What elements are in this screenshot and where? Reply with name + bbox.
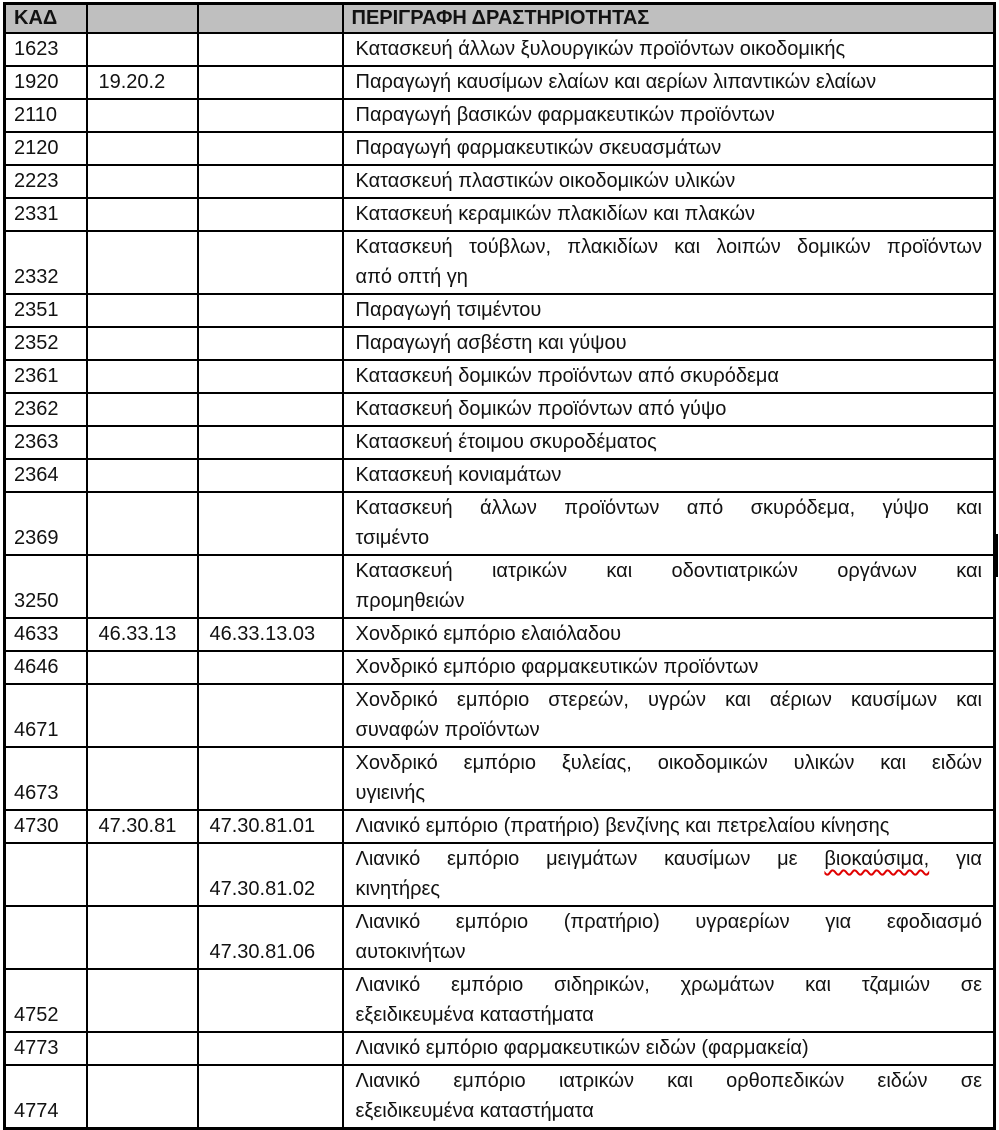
table-row xyxy=(5,99,995,132)
kad-cell: 4673 xyxy=(5,747,87,810)
subcode2-cell: 47.30.81.06 xyxy=(198,906,343,969)
kad-activity-table xyxy=(3,2,996,1130)
kad-cell: 2363 xyxy=(5,426,87,459)
description-line2: εξειδικευμένα καταστήματα xyxy=(355,1004,594,1026)
kad-cell: 2361 xyxy=(5,360,87,393)
subcode2-cell xyxy=(198,33,343,66)
subcode2-cell xyxy=(198,66,343,99)
description-cell: Παραγωγή ασβέστη και γύψου xyxy=(343,327,995,360)
description-line1: Κατασκευή τούβλων, πλακιδίων και λοιπών δομικών προϊόντων xyxy=(355,236,982,258)
description-cell: Παραγωγή βασικών φαρμακευτικών προϊόντων xyxy=(343,99,995,132)
kad-cell: 4774 xyxy=(5,1065,87,1129)
kad-cell: 2351 xyxy=(5,294,87,327)
description-line2: τσιμέντο xyxy=(355,527,430,549)
description-cell xyxy=(343,1065,995,1129)
description-cell: Παραγωγή τσιμέντου xyxy=(343,294,995,327)
subcode-cell xyxy=(87,651,198,684)
description-line1: Λιανικό εμπόριο μειγμάτων καυσίμων με βιοκαύσιμα, για xyxy=(355,848,982,870)
description-cell: Λιανικό εμπόριο φαρμακευτικών ειδών (φαρμακεία) xyxy=(343,1032,995,1065)
kad-cell: 2332 xyxy=(5,231,87,294)
subcode-cell xyxy=(87,393,198,426)
table-row xyxy=(5,393,995,426)
subcode2-cell xyxy=(198,198,343,231)
kad-cell: 1920 xyxy=(5,66,87,99)
header-subcode2-cell xyxy=(198,4,343,34)
kad-cell: 2110 xyxy=(5,99,87,132)
kad-cell: 4773 xyxy=(5,1032,87,1065)
subcode-cell xyxy=(87,198,198,231)
description-cell: Χονδρικό εμπόριο φαρμακευτικών προϊόντων xyxy=(343,651,995,684)
kad-cell: 2362 xyxy=(5,393,87,426)
subcode-cell xyxy=(87,684,198,747)
subcode2-cell xyxy=(198,231,343,294)
subcode-cell: 47.30.81 xyxy=(87,810,198,843)
subcode2-cell xyxy=(198,1065,343,1129)
header-row xyxy=(5,4,995,34)
description-line1: Χονδρικό εμπόριο ξυλείας, οικοδομικών υλικών και ειδών xyxy=(355,752,982,774)
table-row xyxy=(5,651,995,684)
subcode2-cell xyxy=(198,747,343,810)
subcode-cell xyxy=(87,426,198,459)
subcode2-cell: 47.30.81.02 xyxy=(198,843,343,906)
subcode-cell: 19.20.2 xyxy=(87,66,198,99)
kad-cell: 4730 xyxy=(5,810,87,843)
description-cell xyxy=(343,231,995,294)
description-line2: υγιεινής xyxy=(355,782,426,804)
kad-cell: 2369 xyxy=(5,492,87,555)
table-row xyxy=(5,747,995,810)
kad-cell xyxy=(5,843,87,906)
kad-cell: 1623 xyxy=(5,33,87,66)
subcode-cell xyxy=(87,231,198,294)
subcode-cell xyxy=(87,492,198,555)
header-kad-cell: ΚΑΔ xyxy=(5,4,87,34)
table-row xyxy=(5,1065,995,1129)
table-row xyxy=(5,198,995,231)
description-line1: Λιανικό εμπόριο σιδηρικών, χρωμάτων και τζαμιών σε xyxy=(355,974,982,996)
subcode2-cell xyxy=(198,99,343,132)
description-cell xyxy=(343,969,995,1032)
subcode2-cell xyxy=(198,1032,343,1065)
description-cell: Κατασκευή πλαστικών οικοδομικών υλικών xyxy=(343,165,995,198)
description-cell: Κατασκευή δομικών προϊόντων από σκυρόδεμα xyxy=(343,360,995,393)
table-row xyxy=(5,165,995,198)
table-row xyxy=(5,810,995,843)
table-row xyxy=(5,459,995,492)
subcode2-cell xyxy=(198,492,343,555)
table-row xyxy=(5,327,995,360)
kad-cell: 4752 xyxy=(5,969,87,1032)
subcode-cell xyxy=(87,843,198,906)
subcode2-cell: 46.33.13.03 xyxy=(198,618,343,651)
subcode2-cell xyxy=(198,132,343,165)
right-edge-mark xyxy=(993,534,998,577)
description-cell: Χονδρικό εμπόριο ελαιόλαδου xyxy=(343,618,995,651)
table-row xyxy=(5,906,995,969)
table-row xyxy=(5,843,995,906)
subcode-cell xyxy=(87,555,198,618)
subcode-cell xyxy=(87,132,198,165)
subcode-cell xyxy=(87,33,198,66)
subcode2-cell xyxy=(198,555,343,618)
table-row xyxy=(5,492,995,555)
subcode-cell xyxy=(87,294,198,327)
subcode2-cell xyxy=(198,165,343,198)
table-row xyxy=(5,231,995,294)
subcode-cell xyxy=(87,1032,198,1065)
subcode-cell xyxy=(87,459,198,492)
subcode2-cell xyxy=(198,426,343,459)
description-cell: Κατασκευή κεραμικών πλακιδίων και πλακών xyxy=(343,198,995,231)
description-cell: Κατασκευή δομικών προϊόντων από γύψο xyxy=(343,393,995,426)
description-line1: Λιανικό εμπόριο ιατρικών και ορθοπεδικών ειδών σε xyxy=(355,1070,982,1092)
subcode-cell xyxy=(87,1065,198,1129)
description-cell: Κατασκευή κονιαμάτων xyxy=(343,459,995,492)
kad-cell: 2352 xyxy=(5,327,87,360)
table-row xyxy=(5,132,995,165)
subcode-cell: 46.33.13 xyxy=(87,618,198,651)
table-row xyxy=(5,66,995,99)
table-row xyxy=(5,33,995,66)
description-cell: Λιανικό εμπόριο (πρατήριο) βενζίνης και πετρελαίου κίνησης xyxy=(343,810,995,843)
kad-cell: 2364 xyxy=(5,459,87,492)
description-line2: συναφών προϊόντων xyxy=(355,719,540,741)
subcode-cell xyxy=(87,327,198,360)
subcode-cell xyxy=(87,969,198,1032)
description-line1: Κατασκευή ιατρικών και οδοντιατρικών οργάνων και xyxy=(355,560,982,582)
description-cell: Παραγωγή φαρμακευτικών σκευασμάτων xyxy=(343,132,995,165)
subcode2-cell xyxy=(198,969,343,1032)
document-page xyxy=(0,2,999,1122)
subcode2-cell xyxy=(198,294,343,327)
misspelled-word: βιοκαύσιμα, xyxy=(824,848,930,870)
table-row xyxy=(5,360,995,393)
subcode-cell xyxy=(87,165,198,198)
description-cell xyxy=(343,555,995,618)
description-line1: Κατασκευή άλλων προϊόντων από σκυρόδεμα, γύψο και xyxy=(355,497,982,519)
subcode2-cell: 47.30.81.01 xyxy=(198,810,343,843)
description-cell xyxy=(343,492,995,555)
subcode2-cell xyxy=(198,360,343,393)
subcode2-cell xyxy=(198,393,343,426)
subcode-cell xyxy=(87,99,198,132)
table-row xyxy=(5,426,995,459)
kad-cell xyxy=(5,906,87,969)
subcode2-cell xyxy=(198,651,343,684)
subcode2-cell xyxy=(198,459,343,492)
subcode2-cell xyxy=(198,684,343,747)
table-row xyxy=(5,1032,995,1065)
table-body xyxy=(5,33,995,1129)
kad-cell: 2120 xyxy=(5,132,87,165)
subcode-cell xyxy=(87,747,198,810)
description-cell: Κατασκευή άλλων ξυλουργικών προϊόντων οικοδομικής xyxy=(343,33,995,66)
description-line1: Λιανικό εμπόριο (πρατήριο) υγραερίων για εφοδιασμό xyxy=(355,911,982,933)
kad-cell: 4646 xyxy=(5,651,87,684)
table-row xyxy=(5,618,995,651)
description-cell xyxy=(343,747,995,810)
table-row xyxy=(5,684,995,747)
header-description-cell: ΠΕΡΙΓΡΑΦΗ ΔΡΑΣΤΗΡΙΟΤΗΤΑΣ xyxy=(343,4,995,34)
kad-cell: 2223 xyxy=(5,165,87,198)
kad-cell: 4671 xyxy=(5,684,87,747)
description-cell xyxy=(343,843,995,906)
subcode2-cell xyxy=(198,327,343,360)
description-line2: κινητήρες xyxy=(355,878,441,900)
description-cell xyxy=(343,684,995,747)
description-cell: Κατασκευή έτοιμου σκυροδέματος xyxy=(343,426,995,459)
table-row xyxy=(5,294,995,327)
kad-cell: 2331 xyxy=(5,198,87,231)
description-cell: Παραγωγή καυσίμων ελαίων και αερίων λιπαντικών ελαίων xyxy=(343,66,995,99)
description-line1: Χονδρικό εμπόριο στερεών, υγρών και αέριων καυσίμων και xyxy=(355,689,982,711)
subcode-cell xyxy=(87,906,198,969)
subcode-cell xyxy=(87,360,198,393)
description-cell xyxy=(343,906,995,969)
description-line2: εξειδικευμένα καταστήματα xyxy=(355,1100,594,1122)
description-line2: προμηθειών xyxy=(355,590,465,612)
table-row xyxy=(5,555,995,618)
kad-cell: 4633 xyxy=(5,618,87,651)
description-line2: από οπτή γη xyxy=(355,266,468,288)
description-line2: αυτοκινήτων xyxy=(355,941,466,963)
kad-cell: 3250 xyxy=(5,555,87,618)
table-row xyxy=(5,969,995,1032)
header-subcode-cell xyxy=(87,4,198,34)
